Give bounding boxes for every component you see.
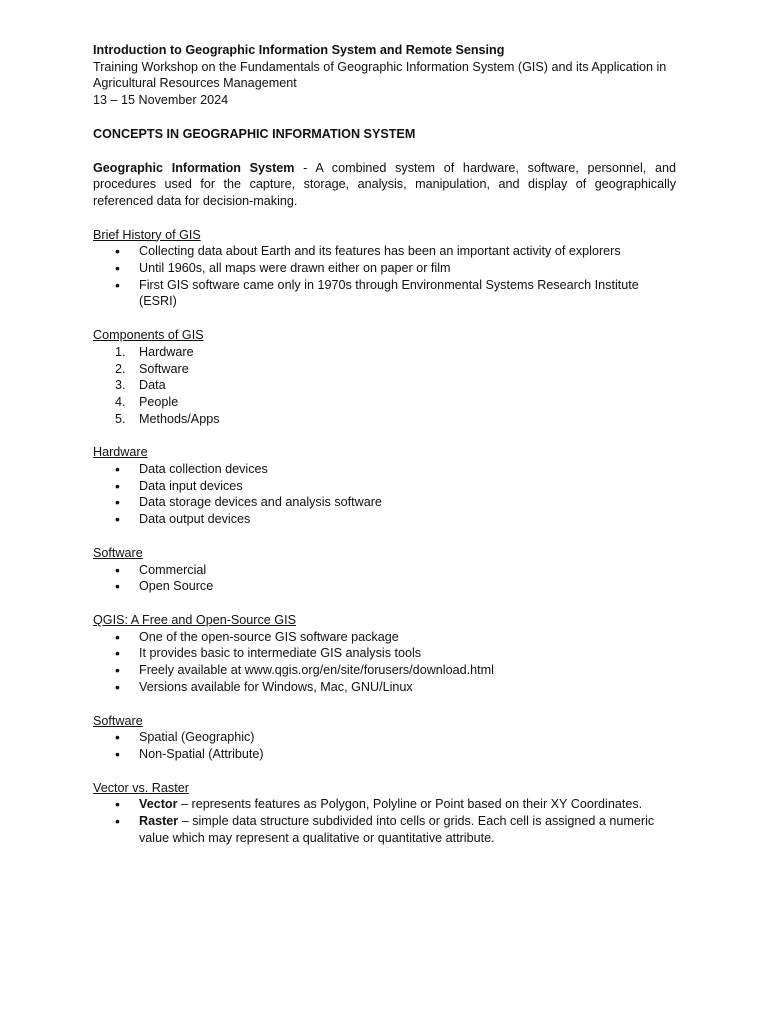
list-item: • Open Source — [93, 578, 676, 595]
list-item: 1. Hardware — [115, 344, 194, 359]
gis-definition — [93, 160, 676, 210]
qgis-list — [93, 629, 676, 696]
list-item: • Freely available at www.qgis.org/en/site/forusers/download.html — [93, 662, 676, 679]
list-item: • Non-Spatial (Attribute) — [93, 746, 676, 763]
components-heading: Components of GIS — [93, 328, 204, 343]
list-item: • It provides basic to intermediate GIS analysis tools — [93, 645, 676, 662]
hardware-list — [93, 461, 676, 528]
software-types-heading: Software — [93, 713, 143, 728]
document-title: Introduction to Geographic Information System and Remote Sensing — [93, 43, 505, 57]
list-item: • Raster – simple data structure subdivided into cells or grids. Each cell is assigned a numeric value which may represent a qualitative or quantitative attribute. — [93, 813, 676, 846]
list-item: • Spatial (Geographic) — [93, 729, 676, 746]
definition-text: - A combined system of hardware, software, personnel, and procedures used for the capture, storage, analysis, manipulation, and display of geographically referenced data for decision-making. — [93, 160, 676, 208]
list-item: • Vector – represents features as Polygon, Polyline or Point based on their XY Coordinates. — [93, 796, 676, 813]
software-types-list — [93, 729, 676, 762]
list-item: • Collecting data about Earth and its features has been an important activity of explorers — [93, 243, 676, 260]
list-item: • Data input devices — [93, 478, 676, 495]
vector-raster-list — [93, 796, 676, 846]
section-title: CONCEPTS IN GEOGRAPHIC INFORMATION SYSTEM — [93, 126, 416, 141]
software-heading: Software — [93, 545, 143, 560]
list-item: • Data collection devices — [93, 461, 676, 478]
workshop-subtitle: Training Workshop on the Fundamentals of Geographic Information System (GIS) and its Application in Agricultural Resources Management — [93, 59, 667, 91]
history-list — [93, 243, 676, 310]
list-item: • One of the open-source GIS software package — [93, 629, 676, 646]
list-item: • Until 1960s, all maps were drawn either on paper or film — [93, 260, 676, 277]
qgis-heading: QGIS: A Free and Open-Source GIS — [93, 612, 296, 627]
list-item: 3. Data — [115, 378, 166, 393]
software-list — [93, 562, 676, 595]
list-item: 4. People — [115, 394, 179, 409]
list-item: • Data storage devices and analysis software — [93, 494, 676, 511]
components-list — [93, 344, 676, 428]
raster-term: Raster — [139, 814, 179, 829]
list-item: 2. Software — [115, 361, 189, 376]
document-page — [93, 42, 676, 846]
list-item: 5. Methods/Apps — [115, 411, 220, 426]
definition-term: Geographic Information System — [93, 160, 295, 175]
vector-term: Vector — [139, 797, 178, 812]
hardware-heading: Hardware — [93, 445, 148, 460]
list-item: • Data output devices — [93, 511, 676, 528]
list-item: • Versions available for Windows, Mac, GNU/Linux — [93, 679, 676, 696]
vector-raster-heading: Vector vs. Raster — [93, 780, 189, 795]
workshop-date: 13 – 15 November 2024 — [93, 93, 229, 108]
history-heading: Brief History of GIS — [93, 227, 201, 242]
list-item: • Commercial — [93, 562, 676, 579]
list-item: • First GIS software came only in 1970s through Environmental Systems Research Institute (ESRI) — [93, 277, 676, 310]
